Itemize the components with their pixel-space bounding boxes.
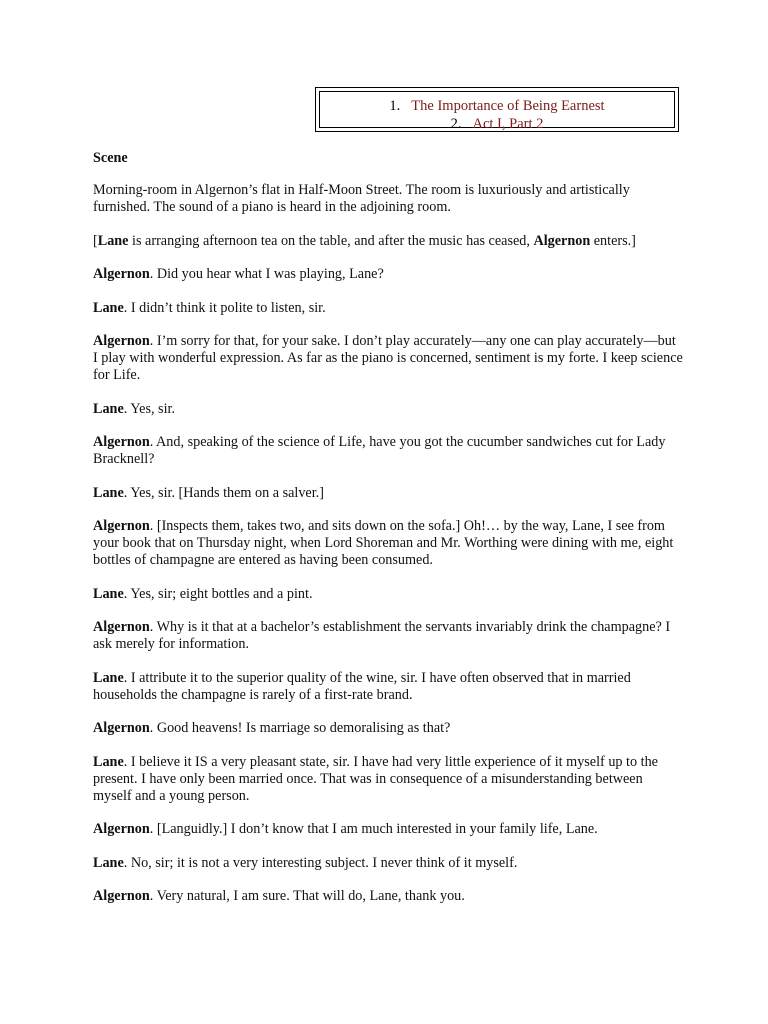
stage-direction-text: is arranging afternoon tea on the table, and after the music has ceased,: [128, 232, 534, 249]
dialogue-line: [93, 720, 683, 737]
speaker-name: Lane: [93, 854, 124, 871]
speaker-name: Algernon: [93, 619, 150, 635]
speaker-name: Lane: [93, 299, 124, 316]
dialogue-text: . Why is it that at a bachelor’s establishment the servants invariably drink the champagne? I ask merely for information.: [93, 619, 671, 652]
dialogue-line: [93, 434, 683, 468]
speaker-name: Lane: [93, 753, 124, 770]
dialogue-line: [93, 266, 683, 283]
dialogue-line: [93, 855, 683, 872]
character-name: Lane: [97, 232, 129, 249]
scene-heading: [93, 150, 683, 167]
dialogue-line: [93, 888, 683, 905]
dialogue-line: [93, 333, 683, 384]
script-body: [93, 150, 683, 922]
character-name: Algernon: [533, 232, 591, 249]
speaker-name: Algernon: [93, 888, 150, 904]
dialogue-text: . [Languidly.] I don’t know that I am much interested in your family life, Lane.: [149, 821, 598, 837]
dialogue-line: [93, 670, 683, 704]
speaker-name: Algernon: [93, 434, 150, 450]
speaker-name: Lane: [93, 484, 124, 501]
scene-heading-text: Scene: [93, 150, 128, 166]
dialogue-text: . Good heavens! Is marriage so demoralising as that?: [149, 720, 451, 736]
speaker-name: Algernon: [93, 518, 150, 534]
dialogue-text: . I’m sorry for that, for your sake. I don’t play accurately—any one can play accurately—but I play with wonderful expression. As far as the piano is concerned, sentiment is my forte. I keep science for Life.: [93, 333, 683, 383]
toc-box-inner-border: [319, 91, 675, 132]
dialogue-text: . I believe it IS a very pleasant state, sir. I have had very little experience of it myself up to the present. I have only been married once. That was in consequence of a misunderstanding between myself and a young person.: [93, 753, 658, 804]
dialogue-text: . Yes, sir; eight bottles and a pint.: [123, 585, 313, 602]
toc-item-title: Act I, Part 2: [472, 116, 544, 132]
dialogue-line: [93, 619, 683, 653]
speaker-name: Algernon: [93, 333, 150, 349]
dialogue-line: [93, 821, 683, 838]
scene-description: Morning-room in Algernon’s flat in Half-Moon Street. The room is luxuriously and artistically furnished. The sound of a piano is heard in the adjoining room.: [93, 182, 630, 215]
dialogue-text: . No, sir; it is not a very interesting subject. I never think of it myself.: [123, 854, 518, 871]
speaker-name: Algernon: [93, 266, 150, 282]
toc-item-number: 1.: [389, 98, 401, 114]
dialogue-line: [93, 485, 683, 502]
dialogue-line: [93, 754, 683, 805]
dialogue-text: . Very natural, I am sure. That will do, Lane, thank you.: [149, 888, 465, 904]
dialogue-text: . I didn’t think it polite to listen, sir.: [123, 299, 326, 316]
toc-item: [320, 116, 674, 133]
toc-item: [320, 98, 674, 115]
dialogue-line: [93, 586, 683, 603]
dialogue-text: . [Inspects them, takes two, and sits down on the sofa.] Oh!… by the way, Lane, I see from your book that on Thursday night, when Lord Shoreman and Mr. Worthing were dining with me, eight bottles of champagne are entered as having been consumed.: [93, 518, 674, 568]
toc-item-title: The Importance of Being Earnest: [411, 98, 605, 114]
dialogue-line: [93, 300, 683, 317]
speaker-name: Lane: [93, 585, 124, 602]
speaker-name: Algernon: [93, 821, 150, 837]
dialogue-text: . I attribute it to the superior quality of the wine, sir. I have often observed that in married households the champagne is rarely of a first-rate brand.: [93, 669, 631, 703]
dialogue-text: . Did you hear what I was playing, Lane?: [149, 266, 384, 282]
dialogue-line: [93, 401, 683, 418]
toc-box: [315, 87, 679, 132]
speaker-name: Algernon: [93, 720, 150, 736]
dialogue-text: . And, speaking of the science of Life, have you got the cucumber sandwiches cut for Lady Bracknell?: [93, 434, 666, 467]
dialogue-text: . Yes, sir. [Hands them on a salver.]: [123, 484, 324, 501]
speaker-name: Lane: [93, 400, 124, 417]
stage-direction-text: enters.]: [590, 232, 636, 249]
speaker-name: Lane: [93, 669, 124, 686]
dialogue-text: . Yes, sir.: [123, 400, 176, 417]
toc-item-number: 2.: [450, 116, 462, 132]
bracket-open: [: [93, 232, 98, 249]
dialogue-line: [93, 518, 683, 569]
stage-direction: [93, 233, 683, 250]
